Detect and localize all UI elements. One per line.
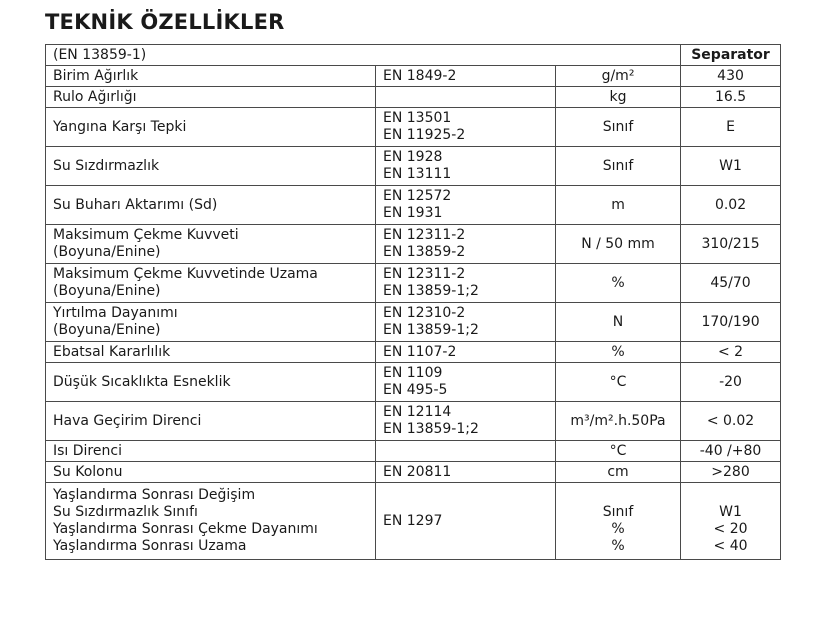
standard-cell-line: EN 13859-2 [383, 244, 466, 260]
table-row [46, 108, 781, 147]
property-cell-line: (Boyuna/Enine) [53, 283, 161, 299]
unit-cell-line: % [611, 274, 625, 291]
table-row [46, 402, 781, 441]
value-cell-line: 16.5 [714, 88, 747, 105]
unit-cell-line: m [611, 196, 625, 213]
standard-cell-line: EN 12311-2 [383, 266, 466, 282]
page-title: TEKNİK ÖZELLİKLER [45, 10, 285, 34]
property-cell [46, 342, 376, 363]
standard-cell [376, 66, 556, 87]
property-cell-line: Yaşlandırma Sonrası Uzama [53, 538, 247, 554]
value-cell [681, 225, 781, 264]
value-cell [681, 483, 781, 560]
unit-cell [556, 87, 681, 108]
property-cell [46, 303, 376, 342]
table-row [46, 264, 781, 303]
unit-cell [556, 402, 681, 441]
table-row [46, 342, 781, 363]
unit-cell-line: N / 50 mm [581, 235, 655, 252]
property-cell-line: Maksimum Çekme Kuvveti [53, 227, 239, 243]
standard-reference-label: (EN 13859-1) [46, 45, 681, 66]
standard-cell [376, 363, 556, 402]
value-cell [681, 66, 781, 87]
standard-cell-line: EN 1849-2 [383, 67, 457, 84]
property-cell-line: Maksimum Çekme Kuvvetinde Uzama [53, 266, 318, 282]
standard-cell [376, 87, 556, 108]
value-cell-line: < 0.02 [706, 412, 755, 429]
standard-cell [376, 303, 556, 342]
value-cell [681, 264, 781, 303]
standard-cell-line: EN 12311-2 [383, 227, 466, 243]
standard-cell [376, 186, 556, 225]
value-cell [681, 147, 781, 186]
unit-cell-line: Sınıf [602, 504, 634, 520]
value-cell [681, 441, 781, 462]
value-cell [681, 108, 781, 147]
standard-cell [376, 483, 556, 560]
value-cell [681, 462, 781, 483]
value-cell-line: < 20 [713, 521, 748, 537]
standard-cell [376, 108, 556, 147]
unit-cell-line: m³/m².h.50Pa [570, 412, 666, 429]
value-cell-line: W1 [719, 157, 742, 174]
value-cell [681, 186, 781, 225]
property-cell [46, 87, 376, 108]
standard-cell-line: EN 1928 [383, 149, 443, 165]
unit-cell [556, 363, 681, 402]
standard-cell-line: EN 495-5 [383, 382, 448, 398]
unit-cell [556, 225, 681, 264]
unit-cell-line: °C [609, 373, 627, 390]
standard-cell [376, 147, 556, 186]
unit-cell-line: % [611, 538, 625, 554]
property-cell [46, 402, 376, 441]
unit-cell [556, 342, 681, 363]
unit-cell [556, 147, 681, 186]
property-cell-line: Ebatsal Kararlılık [53, 343, 171, 360]
table-row [46, 225, 781, 264]
table-row [46, 87, 781, 108]
property-cell [46, 462, 376, 483]
property-cell-line: Hava Geçirim Direnci [53, 412, 202, 429]
property-cell [46, 147, 376, 186]
unit-cell [556, 303, 681, 342]
unit-cell-line: °C [609, 442, 627, 459]
property-cell [46, 264, 376, 303]
standard-cell-line: EN 12310-2 [383, 305, 466, 321]
standard-cell-line: EN 13859-1;2 [383, 421, 479, 437]
property-cell-line: Isı Direnci [53, 442, 122, 459]
standard-cell-line: EN 12114 [383, 404, 452, 420]
unit-cell-line: g/m² [601, 67, 635, 84]
standard-cell-line: EN 11925-2 [383, 127, 466, 143]
spec-table [45, 44, 781, 560]
property-cell [46, 108, 376, 147]
value-cell [681, 87, 781, 108]
standard-cell-line: EN 13859-1;2 [383, 322, 479, 338]
property-cell-line: Su Sızdırmazlık [53, 157, 160, 174]
standard-cell-line: EN 1931 [383, 205, 443, 221]
unit-cell [556, 441, 681, 462]
table-row [46, 66, 781, 87]
unit-cell-line: % [611, 521, 625, 537]
standard-cell-line: EN 1109 [383, 365, 443, 381]
standard-cell-line: EN 13859-1;2 [383, 283, 479, 299]
standard-cell-line: EN 20811 [383, 463, 452, 480]
standard-cell [376, 462, 556, 483]
unit-cell [556, 108, 681, 147]
value-cell-line: W1 [719, 504, 742, 520]
standard-cell [376, 402, 556, 441]
property-cell-line: Yırtılma Dayanımı [53, 305, 178, 321]
unit-cell-line: % [611, 343, 625, 360]
unit-cell [556, 483, 681, 560]
table-row [46, 147, 781, 186]
table-header-row [46, 45, 781, 66]
unit-cell-line: Sınıf [602, 157, 634, 174]
unit-cell [556, 66, 681, 87]
property-cell-line: Rulo Ağırlığı [53, 88, 137, 105]
value-cell-line: E [726, 118, 735, 135]
standard-cell-line: EN 13111 [383, 166, 452, 182]
standard-cell [376, 342, 556, 363]
unit-cell [556, 264, 681, 303]
value-cell-line: 0.02 [714, 196, 747, 213]
property-cell-line: (Boyuna/Enine) [53, 322, 161, 338]
standard-cell [376, 264, 556, 303]
table-row [46, 303, 781, 342]
unit-cell [556, 186, 681, 225]
property-cell [46, 441, 376, 462]
value-cell-line: < 2 [717, 343, 744, 360]
product-name-header: Separator [681, 45, 781, 66]
property-cell [46, 66, 376, 87]
table-row [46, 363, 781, 402]
unit-cell-line: cm [607, 463, 629, 480]
table-row [46, 186, 781, 225]
property-cell [46, 363, 376, 402]
property-cell-line: Su Kolonu [53, 463, 123, 480]
unit-cell-line: Sınıf [602, 118, 634, 135]
property-cell-line: Düşük Sıcaklıkta Esneklik [53, 373, 231, 390]
property-cell-line: Su Sızdırmazlık Sınıfı [53, 504, 198, 520]
unit-cell-line [556, 487, 680, 504]
value-cell [681, 363, 781, 402]
value-cell [681, 402, 781, 441]
property-cell-line: Birim Ağırlık [53, 67, 139, 84]
value-cell-line: -40 /+80 [699, 442, 762, 459]
standard-cell-line: EN 13501 [383, 110, 452, 126]
unit-cell-line: kg [609, 88, 627, 105]
standard-cell-line: EN 12572 [383, 188, 452, 204]
value-cell [681, 303, 781, 342]
value-cell-line: 430 [717, 67, 744, 84]
property-cell [46, 225, 376, 264]
table-row [46, 462, 781, 483]
property-cell-line: Yaşlandırma Sonrası Değişim [53, 487, 256, 503]
value-cell-line: -20 [719, 373, 742, 390]
unit-cell [556, 462, 681, 483]
property-cell-line: Su Buharı Aktarımı (Sd) [53, 196, 218, 213]
table-row [46, 483, 781, 560]
unit-cell-line: N [612, 313, 624, 330]
property-cell-line: Yaşlandırma Sonrası Çekme Dayanımı [53, 521, 318, 537]
value-cell-line: < 40 [713, 538, 748, 554]
value-cell-line: >280 [711, 463, 750, 480]
value-cell-line: 310/215 [701, 235, 760, 252]
table-row [46, 441, 781, 462]
standard-cell [376, 225, 556, 264]
standard-cell [376, 441, 556, 462]
value-cell [681, 342, 781, 363]
standard-cell-line: EN 1107-2 [383, 343, 457, 360]
property-cell-line: Yangına Karşı Tepki [53, 118, 187, 135]
property-cell [46, 483, 376, 560]
value-cell-line: 45/70 [710, 274, 751, 291]
value-cell-line: 170/190 [701, 313, 760, 330]
value-cell-line [681, 487, 780, 504]
property-cell [46, 186, 376, 225]
standard-cell-line: EN 1297 [383, 512, 443, 529]
property-cell-line: (Boyuna/Enine) [53, 244, 161, 260]
